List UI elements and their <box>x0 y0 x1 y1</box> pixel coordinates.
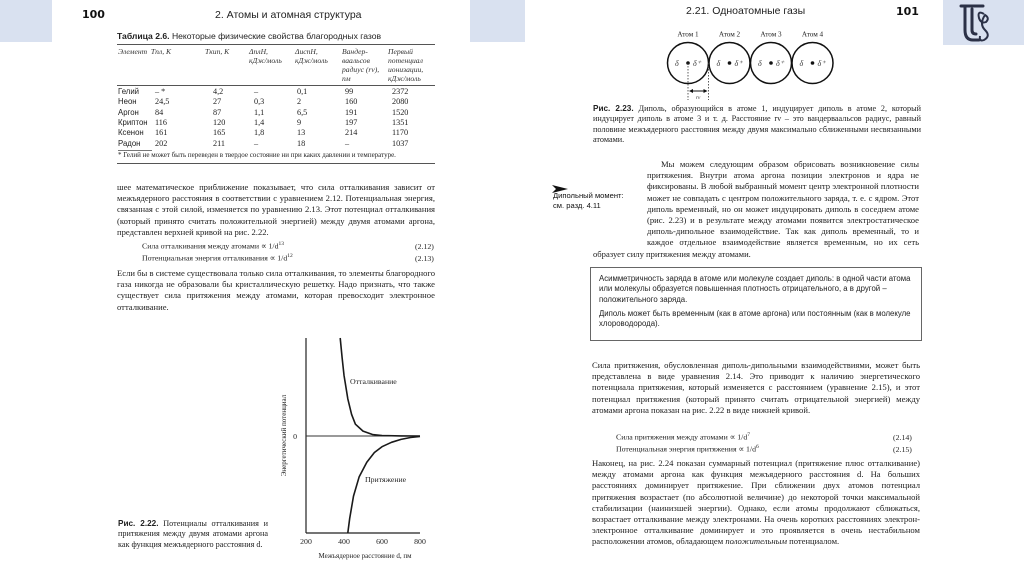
header-line: кДж/моль <box>388 74 421 83</box>
table-cell: 191 <box>345 107 358 117</box>
emphasis-text: положительным <box>725 536 787 547</box>
table-footnote: * Гелий не может быть переведен в твердое состояние ни при каких давлении и температуре. <box>118 151 396 159</box>
table-cell: 18 <box>297 138 306 148</box>
table-cell: 99 <box>345 87 354 96</box>
table-cell-element: Ксенон <box>118 128 144 138</box>
equation-number-2-13: (2.13) <box>415 254 434 263</box>
table-cell: 84 <box>155 107 164 117</box>
paragraph-text: Мы можем следующим образом обрисовать возникновение силы притяжения. Внутри атома аргона позиции электронов и ядра не фиксированы. В любой выбранный момент центр электронной плотности может не совпадать с центром положительного заряда, т. е. с ядром. Этот диполь временный, но он может индуцировать диполь в соседнем атоме (рис. 2.23) и в результате между атомами появится электростатическое диполь-дипольное взаимодействие. Так как диполь временный, то и каждое отдельное взаимодействие является временным, но их сеть образует силу притяжения между атомами. <box>593 159 919 259</box>
table-cell: 1037 <box>392 138 409 148</box>
equation-2-14 <box>616 432 750 442</box>
right-paragraph-3 <box>592 458 920 548</box>
y-tick-label: 0 <box>293 432 297 441</box>
table-header-dhfus <box>249 47 282 65</box>
caption-text: Потенциалы отталкивания и притяжения между двумя атомами аргона как функция межъядерного расстояния d. <box>118 519 269 549</box>
equation-2-13 <box>142 253 293 263</box>
table-cell: 165 <box>213 128 226 138</box>
equation-text: Сила притяжения между атомами ∝ 1/d <box>616 432 748 442</box>
x-tick-label: 400 <box>338 537 350 546</box>
right-paragraph-1 <box>593 159 919 260</box>
table-header-rule <box>117 85 435 86</box>
equation-exponent: 12 <box>287 253 293 259</box>
equation-exponent: 13 <box>278 241 284 247</box>
left-page-number: 100 <box>82 8 105 21</box>
table-cell: 1,8 <box>254 128 265 138</box>
radius-label: rv <box>695 95 701 100</box>
table-cell: 197 <box>345 117 358 127</box>
margin-note-line2: см. разд. 4.11 <box>553 201 601 210</box>
repulsion-label: Отталкивание <box>350 377 397 386</box>
delta-minus-label: δ <box>716 59 721 68</box>
repulsion-curve <box>340 338 420 436</box>
nucleus-dot <box>811 61 815 65</box>
box-paragraph-2: Диполь может быть временным (как в атоме аргона) или постоянным (как в молекуле хлороводорода). <box>599 308 911 329</box>
table-cell-element: Неон <box>118 97 137 107</box>
table-cell: 202 <box>155 138 168 148</box>
table-bottom-rule <box>117 163 435 164</box>
table-cell: 0,3 <box>254 97 265 107</box>
delta-plus-label: δ⁺ <box>776 59 784 68</box>
potential-chart <box>270 330 460 565</box>
table-cell: – <box>254 87 259 96</box>
table-cell: 6,5 <box>297 107 308 117</box>
header-line: радиус (rv), <box>342 65 380 74</box>
table-cell: 211 <box>213 138 225 148</box>
table-cell-element: Радон <box>118 138 141 148</box>
header-line: ΔплH, <box>249 47 268 56</box>
paragraph-text: Наконец, на рис. 2.24 показан суммарный потенциал (притяжение плюс отталкивание) между атомами аргона как функция межъядерного расстояния d. На больших расстояниях доминирует притяжение. При сближении двух атомов потенциал притяжения возрастает (по абсолютной величине) до некоторой точки максимальной стабилизации (наинизшей энергии). Однако, если атомы продолжают сближаться, возрастает отталкивание между электронами. На очень коротких расстояниях электрон-электронное отталкивание доминирует и это проявляется в очень нестабильном расположении атомов, обладающем <box>592 458 920 547</box>
header-element: Элемент <box>118 47 148 56</box>
right-page-number: 101 <box>896 5 919 18</box>
figure-2-22-caption <box>118 519 268 550</box>
delta-minus-label: δ <box>758 59 762 68</box>
paragraph-text: потенциалом. <box>789 536 840 547</box>
delta-minus-label: δ <box>675 59 679 68</box>
table-cell: 214 <box>345 128 358 138</box>
table-header-dhvap <box>295 47 328 65</box>
table-cell: – <box>345 138 350 148</box>
table-header-tboil <box>205 47 229 56</box>
delta-plus-label: δ⁺ <box>693 59 701 68</box>
table-cell: – * <box>155 87 166 96</box>
definition-box <box>590 267 922 341</box>
table-cell: 13 <box>297 128 306 138</box>
table-header-vdw-radius <box>342 47 379 83</box>
table-cell: 120 <box>213 117 226 127</box>
caption-label: Рис. 2.22. <box>118 519 159 528</box>
corner-block-center <box>470 0 525 42</box>
y-axis-label: Энергетический потенциал <box>280 394 288 477</box>
caption-label: Рис. 2.23. <box>593 104 634 113</box>
table-cell-element: Криптон <box>118 117 148 127</box>
logo-block <box>943 0 1024 45</box>
table-cell: 2 <box>297 97 302 107</box>
logo-icon <box>943 0 1024 45</box>
box-paragraph-1: Асимметричность заряда в атоме или молекуле создает диполь: в одной части атома или молекулы образуется повышенная плотность отрицательного, а в другой – положительного заряда. <box>599 274 911 304</box>
nucleus-dot <box>769 61 773 65</box>
equation-text: Сила отталкивания между атомами ∝ 1/d <box>142 241 279 251</box>
header-tmelt: Tпл, K <box>150 47 172 56</box>
corner-block-left <box>0 0 52 42</box>
header-line: ΔиспH, <box>295 47 318 56</box>
table-cell: 4,2 <box>213 87 224 96</box>
equation-text: Потенциальная энергия отталкивания ∝ 1/d <box>142 253 288 263</box>
equation-number-2-15: (2.15) <box>893 445 912 454</box>
table-cell: 1351 <box>392 117 409 127</box>
table-caption: Некоторые физические свойства благородных газов <box>171 31 382 41</box>
table-header-ionization <box>388 47 423 83</box>
header-line: потенциал <box>388 56 423 65</box>
table-cell: 161 <box>155 128 168 138</box>
margin-note-line1: Дипольный момент: <box>553 191 624 200</box>
atom-label: Атом 1 <box>677 30 699 39</box>
header-line: Первый <box>388 47 413 56</box>
table-cell-element: Аргон <box>118 107 139 117</box>
header-line: кДж/моль <box>249 56 282 65</box>
figure-2-23-caption <box>593 104 921 146</box>
table-top-rule <box>117 44 435 45</box>
table-cell: 1170 <box>392 128 409 138</box>
x-tick-label: 800 <box>414 537 426 546</box>
delta-plus-label: δ⁺ <box>817 59 826 68</box>
caption-text: Диполь, образующийся в атоме 1, индуцирует диполь в атоме 2, который индуцирует диполь в атоме 3 и т. д. Расстояние rv – это вандерваальсов радиус, равный половине межъядерного расстояния между двумя максимально сближенными несвязанными атомами. <box>593 104 922 145</box>
table-cell: 24,5 <box>155 97 170 107</box>
delta-minus-label: δ <box>799 59 804 68</box>
attraction-curve <box>348 437 420 534</box>
arrowhead-left <box>689 89 693 93</box>
attraction-label: Притяжение <box>365 475 407 484</box>
x-axis-label: Межъядерное расстояние d, пм <box>318 552 412 560</box>
header-line: ионизации, <box>388 65 424 74</box>
table-cell: 87 <box>213 107 222 117</box>
table-cell: 2080 <box>392 97 409 107</box>
header-line: пм <box>342 74 351 83</box>
table-cell: 2372 <box>392 87 409 96</box>
table-cell-element: Гелий <box>118 87 140 96</box>
arrowhead-right <box>704 89 708 93</box>
atom-label: Атом 2 <box>718 30 741 39</box>
x-tick-label: 600 <box>376 537 388 546</box>
table-header-element <box>118 47 171 56</box>
margin-spacer <box>593 193 647 238</box>
equation-number-2-12: (2.12) <box>415 242 434 251</box>
table-cell: – <box>254 138 259 148</box>
equation-text: Потенциальная энергия притяжения ∝ 1/d <box>616 444 756 454</box>
table-cell: 116 <box>155 117 167 127</box>
equation-exponent: 6 <box>755 444 759 450</box>
equation-exponent: 7 <box>747 432 750 438</box>
table-cell: 9 <box>297 117 302 127</box>
atom-label: Атом 3 <box>760 30 782 39</box>
nucleus-dot <box>728 61 732 65</box>
left-paragraph-2: Если бы в системе существовала только сила отталкивания, то элементы благородного газа никогда не образовали бы кристаллическую решетку. Надо признать, что также существует сила притяжения между атомами, которая превосходит электронное отталкивание. <box>117 268 435 312</box>
table-cell: 1,1 <box>254 107 265 117</box>
header-tboil-text: Tкип, K <box>205 47 230 56</box>
left-running-head: 2. Атомы и атомная структура <box>215 9 362 21</box>
atoms-diagram <box>640 20 850 100</box>
table-cell: 1,4 <box>254 117 265 127</box>
delta-plus-label: δ⁺ <box>734 59 743 68</box>
table-cell: 0,1 <box>297 87 308 96</box>
left-paragraph-1: шее математическое приближение показывает, что сила отталкивания зависит от межъядерного расстояния в соответствии с уравнением 2.12. Потенциальная энергия, связанная с этой силой, изменяется по уравнению 2.13. Этот потенциал отталкивания (который принято считать положительной энергией) между двумя атомами аргона, представлен верхней кривой на рис. 2.22. <box>117 182 435 237</box>
table-title <box>117 31 381 41</box>
equation-number-2-14: (2.14) <box>893 433 912 442</box>
table-cell: 27 <box>213 97 222 107</box>
header-line: кДж/моль <box>295 56 328 65</box>
x-tick-label: 200 <box>300 537 312 546</box>
table-label: Таблица 2.6. <box>117 31 170 41</box>
right-running-head: 2.21. Одноатомные газы <box>686 5 806 17</box>
header-line: ваальсов <box>342 56 370 65</box>
header-line: Вандер- <box>342 47 368 56</box>
table-cell: 160 <box>345 97 358 107</box>
table-cell: 1520 <box>392 107 409 117</box>
atom-label: Атом 4 <box>801 30 824 39</box>
right-paragraph-2: Сила притяжения, обусловленная диполь-дипольными взаимодействиями, может быть представлена в виде уравнения 2.14. Это приводит к наличию энергетического потенциала притяжения, который изменяется с расстоянием (уравнение 2.15), и этот потенциал притяжения (который принято считать отрицательной энергией) между атомами аргона показан на рис. 2.22 в виде нижней кривой. <box>592 360 920 415</box>
equation-2-15 <box>616 444 759 454</box>
equation-2-12 <box>142 241 284 251</box>
